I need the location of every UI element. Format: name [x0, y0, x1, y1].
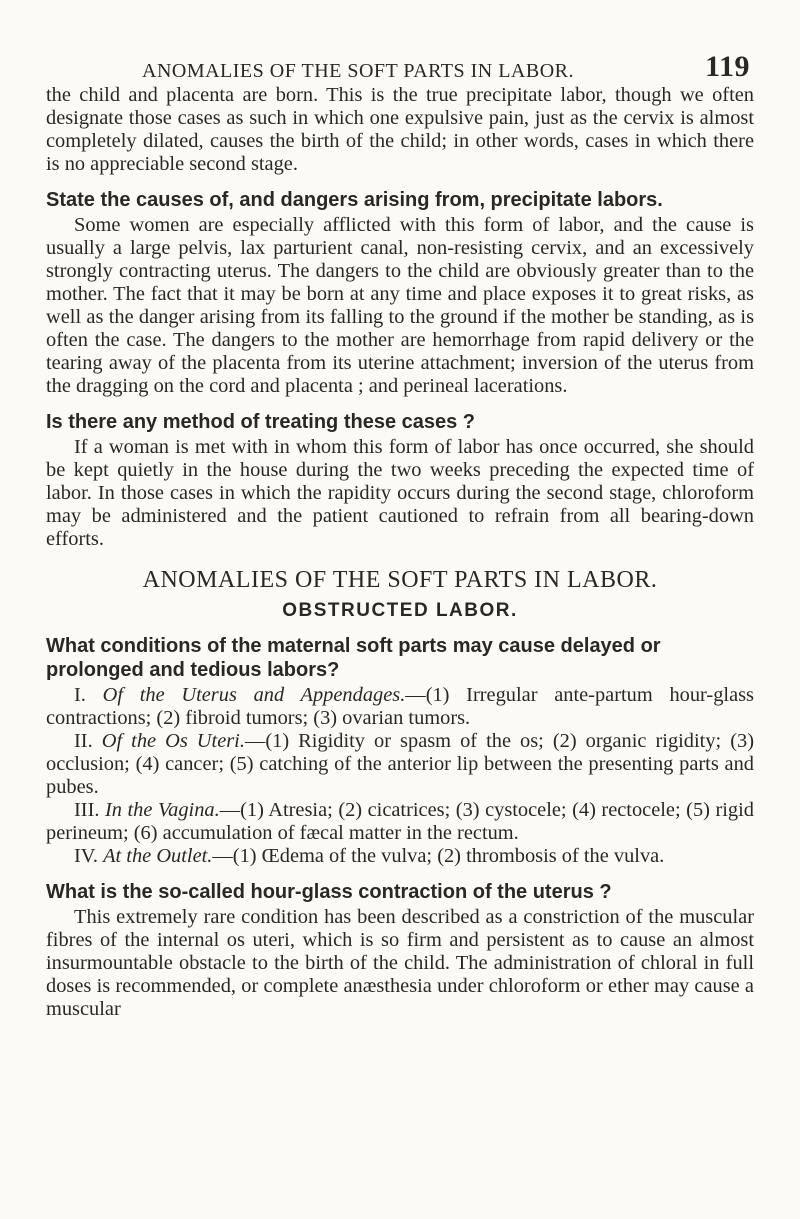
- list-item-text: —(1) Atresia; (2) cicatrices; (3) cystocele; (4) rectocele; (5) rigid perineum; (6) accumulation of fæcal matter in the rectum.: [46, 799, 754, 844]
- list-item-number: I.: [74, 684, 86, 706]
- answer-treatment: If a woman is met with in whom this form of labor has once occurred, she should be kept quietly in the house during the two weeks preceding the expected time of labor. In those cases in which the rapidity occurs during the second stage, chloroform may be administered and the patient cautioned to refrain from all bearing-down efforts.: [46, 436, 754, 550]
- list-item-label: In the Vagina.: [105, 799, 220, 821]
- list-item-label: Of the Uterus and Appendages.: [102, 684, 406, 706]
- list-item-label: Of the Os Uteri.: [101, 730, 245, 752]
- list-item-label: At the Outlet.: [103, 845, 213, 867]
- question-hour-glass: What is the so-called hour-glass contraction of the uterus ?: [46, 881, 612, 903]
- list-item-text: —(1) Irregular ante-partum hour-glass contractions; (2) fibroid tumors; (3) ovarian tumors.: [46, 684, 754, 729]
- question-precipitate-causes: State the causes of, and dangers arising from, precipitate labors.: [46, 189, 663, 211]
- page-number: 119: [705, 50, 750, 83]
- section-heading: ANOMALIES OF THE SOFT PARTS IN LABOR.: [142, 567, 658, 593]
- answer-precipitate-causes: Some women are especially afflicted with this form of labor, and the cause is usually a large pelvis, lax parturient canal, non-resisting cervix, and an excessively strongly contracting uterus. The dangers to the child are obviously greater than to the mother. The fact that it may be born at any time and place exposes it to great risks, as well as the danger arising from its falling to the ground if the mother be standing, as is often the case. The dangers to the mother are hemorrhage from rapid delivery or the tearing away of the placenta from its uterine attachment; inversion of the uterus from the dragging on the cord and placenta ; and perineal lacerations.: [46, 214, 754, 397]
- running-head: [46, 50, 754, 84]
- sub-heading: OBSTRUCTED LABOR.: [282, 600, 518, 621]
- list-item: [46, 730, 754, 799]
- intro-paragraph: the child and placenta are born. This is the true precipitate labor, though we often designate those cases as such in which one expulsive pain, just as the cervix is almost completely dilated, causes the birth of the child; in other words, cases in which there is no appreciable second stage.: [46, 84, 754, 175]
- list-item: [46, 684, 754, 730]
- list-item-number: II.: [74, 730, 93, 752]
- list-item-number: IV.: [74, 845, 98, 867]
- list-item: [46, 799, 754, 845]
- list-item: [46, 845, 754, 868]
- list-item-text: —(1) Œdema of the vulva; (2) thrombosis of the vulva.: [212, 845, 665, 867]
- running-head-title: ANOMALIES OF THE SOFT PARTS IN LABOR.: [142, 60, 574, 82]
- list-item-number: III.: [74, 799, 100, 821]
- book-page: [46, 50, 754, 1021]
- question-maternal-conditions: What conditions of the maternal soft parts may cause delayed or prolonged and tedious labors?: [46, 635, 661, 681]
- answer-hour-glass: This extremely rare condition has been described as a constriction of the muscular fibres of the internal os uteri, which is so firm and persistent as to cause an almost insurmountable obstacle to the birth of the child. The administration of chloral in full doses is recommended, or complete anæsthesia under chloroform or ether may cause a muscular: [46, 906, 754, 1020]
- question-treatment: Is there any method of treating these cases ?: [46, 411, 476, 433]
- list-item-text: —(1) Rigidity or spasm of the os; (2) organic rigidity; (3) occlusion; (4) cancer; (5) catching of the anterior lip between the presenting parts and pubes.: [46, 730, 754, 798]
